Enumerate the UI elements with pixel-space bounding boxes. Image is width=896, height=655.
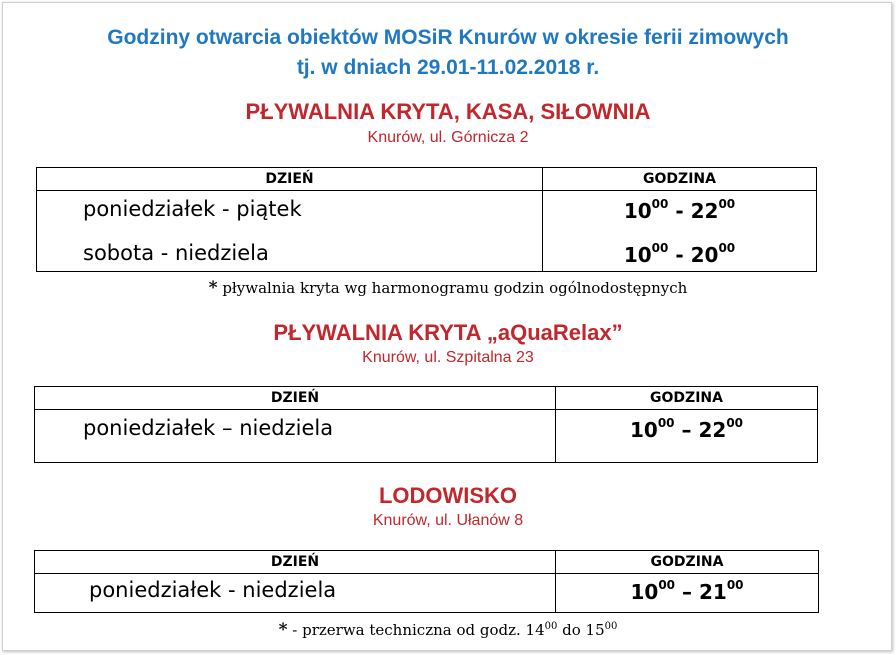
column-header-day: DZIEŃ [35,387,556,410]
schedule-table-ice-rink [34,550,819,613]
row-hours-all-week: $10^{00} - 21^{00}$ [630,578,744,604]
row-day-weekend: sobota - niedziela [83,241,269,265]
column-header-day: DZIEŃ [35,551,556,574]
table-cell-days [37,191,543,272]
row-hours-weekdays: $10^{00} - 22^{00}$ [623,197,736,223]
section-address-ice-rink: Knurów, ul. Ułanów 8 [372,512,524,529]
section-title-pool: PŁYWALNIA KRYTA, KASA, SIŁOWNIA [245,99,651,124]
footnote-ice-rink-break: * - przerwa techniczna od godz. $14^{00}$ do $15^{00}$ [278,620,618,640]
table-cell-days [35,410,556,463]
page-subtitle-dates: tj. w dniach 29.01-11.02.2018 r. [296,56,600,79]
column-header-hour: GODZINA [556,551,819,574]
row-hours-all-week: $10^{00} - 22^{00}$ [629,416,744,442]
row-day-all-week: poniedziałek - niedziela [89,578,337,602]
row-day-weekdays: poniedziałek - piątek [83,197,302,221]
footnote-pool: * pływalnia kryta wg harmonogramu godzin ogólnodostępnych [208,278,688,298]
table-cell-days [35,574,556,613]
section-title-aquarelax: PŁYWALNIA KRYTA „aQuaRelax” [273,320,623,345]
section-title-ice-rink: LODOWISKO [378,483,518,508]
table-cell-hours [556,574,819,613]
row-day-all-week: poniedziałek – niedziela [83,416,334,440]
schedule-table-pool [36,167,817,272]
table-cell-hours [556,410,818,463]
column-header-hour: GODZINA [543,168,817,191]
column-header-day: DZIEŃ [37,168,543,191]
section-address-pool: Knurów, ul. Górnicza 2 [367,129,529,146]
table-cell-hours [543,191,817,272]
section-address-aquarelax: Knurów, ul. Szpitalna 23 [362,349,534,366]
schedule-table-aquarelax [34,386,818,463]
page-title: Godziny otwarcia obiektów MOSiR Knurów w okresie ferii zimowych [107,26,789,49]
row-hours-weekend: $10^{00} - 20^{00}$ [623,241,736,267]
column-header-hour: GODZINA [556,387,818,410]
